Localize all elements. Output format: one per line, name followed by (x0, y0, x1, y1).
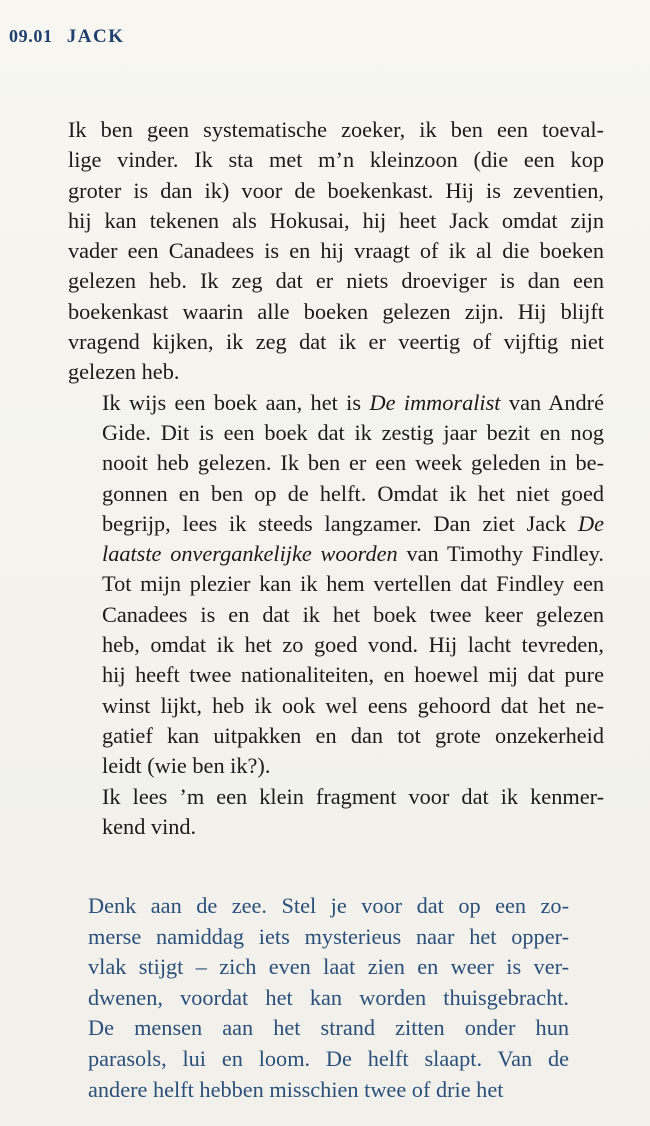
quote-line: parasols, lui en loom. De helft slaapt. Van de (88, 1045, 569, 1071)
quote-line: merse namiddag iets mysterieus naar het opper- (88, 923, 569, 949)
text-line: Tot mijn plezier kan ik hem vertellen dat Findley een (102, 571, 604, 597)
paragraph-1 (68, 115, 604, 388)
text-line: leidt (wie ben ik?). (102, 753, 271, 779)
text-line: gelezen heb. Ik zeg dat er niets droeviger is dan een (68, 268, 604, 294)
quote-line: Denk aan de zee. Stel je voor dat op een zo- (88, 893, 569, 918)
quoted-fragment (88, 891, 569, 1105)
quote-line: vlak stijgt – zich even laat zien en weer is ver- (88, 954, 569, 980)
text-line: Ik lees ’m een klein fragment voor dat ik kenmer- (102, 783, 604, 809)
paragraph-3 (68, 782, 604, 843)
text-line: lige vinder. Ik sta met m’n kleinzoon (die een kop (68, 147, 604, 173)
text-line: gatief kan uitpakken en dan tot grote onzekerheid (102, 722, 604, 748)
text-line: Ik ben geen systematische zoeker, ik ben een toeval- (68, 117, 604, 142)
page-folio: 09.01 (9, 26, 53, 46)
book-title-part: De (578, 510, 604, 536)
quote-line: De mensen aan het strand zitten onder hun (88, 1015, 569, 1041)
text-line: kend vind. (102, 813, 197, 839)
text-run: Ik wijs een boek aan, het is (102, 389, 370, 415)
book-title-laatste-woorden: laatste onvergankelijke woorden (102, 541, 398, 567)
text-line: hij heeft twee nationaliteiten, en hoewel mij dat pure (102, 662, 604, 688)
quote-line: andere helft hebben misschien twee of drie het (88, 1076, 504, 1102)
book-title-immoralist: De immoralist (369, 389, 501, 415)
section-title: JACK (66, 26, 125, 47)
text-line: Canadees is en dat ik het boek twee keer gelezen (102, 601, 604, 627)
text-line (68, 539, 604, 569)
text-line: vragend kijken, ik zeg dat ik er veertig of vijftig niet (68, 329, 604, 355)
text-run: van Timothy Findley. (397, 541, 604, 567)
text-line: winst lijkt, heb ik ook wel eens gehoord dat het ne- (102, 692, 604, 718)
body-text (68, 115, 604, 842)
text-line: Gide. Dit is een boek dat ik zestig jaar bezit en nog (102, 419, 604, 445)
text-line: boekenkast waarin alle boeken gelezen zijn. Hij blijft (68, 298, 604, 324)
text-line: gonnen en ben op de helft. Omdat ik het niet goed (102, 480, 604, 506)
paragraph-2 (68, 388, 604, 782)
text-line: gelezen heb. (68, 359, 180, 385)
text-line: vader een Canadees is en hij vraagt of ik al die boeken (68, 238, 604, 264)
text-line: groter is dan ik) voor de boekenkast. Hij is zeventien, (68, 177, 604, 203)
text-run: begrijp, lees ik steeds langzamer. Dan ziet Jack (102, 510, 567, 536)
text-run: van André (500, 389, 605, 415)
text-line (68, 509, 604, 539)
text-line: nooit heb gelezen. Ik ben er een week geleden in be- (102, 450, 604, 476)
running-head (9, 26, 125, 48)
text-line: heb, omdat ik het zo goed vond. Hij lacht tevreden, (102, 632, 604, 658)
text-line (68, 388, 604, 418)
quote-line: dwenen, voordat het kan worden thuisgebracht. (88, 984, 569, 1010)
text-line: hij kan tekenen als Hokusai, hij heet Jack omdat zijn (68, 207, 604, 233)
